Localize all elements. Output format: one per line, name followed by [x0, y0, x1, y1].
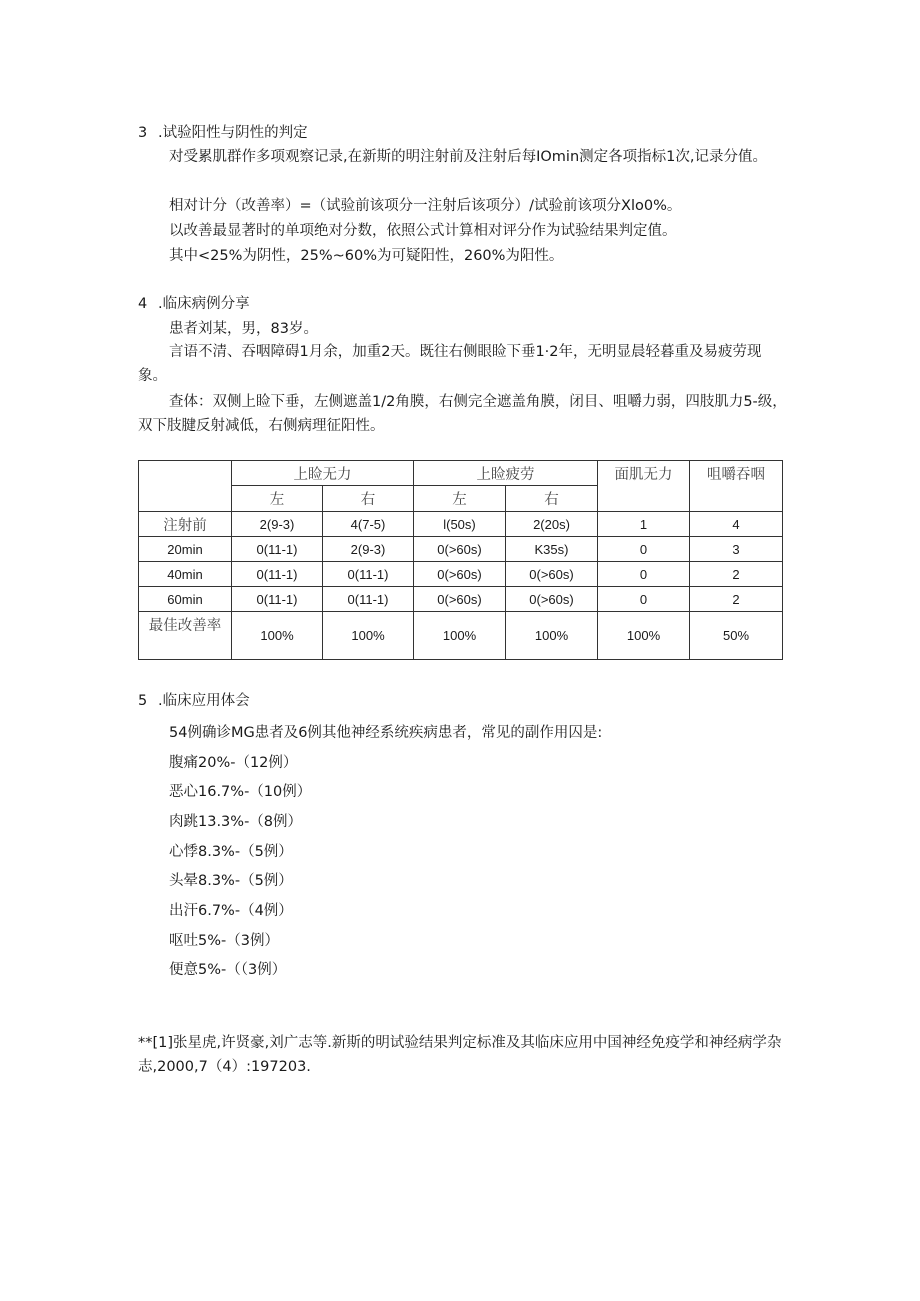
- row-label: 注射前: [139, 512, 232, 537]
- table-cell: 3: [690, 537, 783, 562]
- section-5-heading: [138, 689, 250, 710]
- table-cell: 0: [598, 537, 690, 562]
- header-chewing-swallowing: 咀嚼吞咽: [690, 461, 783, 512]
- table-cell: 0(11-1): [232, 562, 323, 587]
- table-row: [139, 537, 783, 562]
- table-cell: l(50s): [414, 512, 506, 537]
- section-4-paragraph-3: 查体：双侧上睑下垂，左侧遮盖1/2角膜，右侧完全遮盖角膜，闭目、咀嚼力弱，四肢肌力5-级，双下肢腱反射减低，右侧病理征阳性。: [138, 394, 787, 434]
- table-cell: 0(11-1): [232, 537, 323, 562]
- table-cell: 0(11-1): [232, 587, 323, 612]
- table-row: [139, 562, 783, 587]
- section-3-paragraph-4: 其中<25%为阴性，25%~60%为可疑阳性，260%为阳性。: [169, 248, 564, 264]
- table-row: [139, 612, 783, 660]
- section-3-paragraph-1: 对受累肌群作多项观察记录,在新斯的明注射前及注射后每IOmin测定各项指标1次,记录分值。: [169, 149, 767, 165]
- section-5-intro: 54例确诊MG患者及6例其他神经系统疾病患者，常见的副作用囚是:: [169, 725, 603, 741]
- subheader-ptosis-right: 右: [323, 486, 414, 512]
- table-cell: 100%: [232, 612, 323, 660]
- section-4-paragraph-2: 言语不清、吞咽障碍1月余，加重2天。既往右侧眼睑下垂1·2年，无明显晨轻暮重及易疲劳现象。: [138, 344, 762, 384]
- side-effect-item: 便意5%-（（3例）: [169, 962, 287, 978]
- subheader-ptosis-left: 左: [232, 486, 323, 512]
- subheader-fatigue-right: 右: [506, 486, 598, 512]
- section-4-paragraph-1: 患者刘某，男，83岁。: [169, 321, 318, 337]
- table-cell: 0(>60s): [414, 587, 506, 612]
- table-cell: 0(>60s): [506, 587, 598, 612]
- section-3-paragraph-2: 相对计分（改善率）=（试验前该项分一注射后该项分）/试验前该项分Xlo0%。: [169, 198, 682, 214]
- row-label: 20min: [139, 537, 232, 562]
- header-facial-weakness: 面肌无力: [598, 461, 690, 512]
- side-effect-item: 肉跳13.3%-（8例）: [169, 814, 303, 830]
- section-4-number: 4: [138, 296, 148, 312]
- table-cell: 0(11-1): [323, 562, 414, 587]
- table-cell: K35s): [506, 537, 598, 562]
- row-label: 最佳改善率: [139, 612, 232, 660]
- table-cell: 0(>60s): [414, 562, 506, 587]
- table-cell: 0(11-1): [323, 587, 414, 612]
- header-ptosis: 上睑无力: [232, 461, 414, 486]
- side-effect-item: 出汗6.7%-（4例）: [169, 903, 293, 919]
- table-cell: 100%: [414, 612, 506, 660]
- table-cell: 4: [690, 512, 783, 537]
- table-row: [139, 587, 783, 612]
- section-3-title: .试验阳性与阴性的判定: [158, 125, 308, 141]
- table-cell: 0: [598, 587, 690, 612]
- side-effect-item: 心悸8.3%-（5例）: [169, 844, 293, 860]
- table-cell: 1: [598, 512, 690, 537]
- table-cell: 2(9-3): [232, 512, 323, 537]
- section-5-number: 5: [138, 693, 148, 709]
- table-cell: 2: [690, 562, 783, 587]
- table-header-corner: [139, 461, 232, 512]
- table-cell: 0(>60s): [414, 537, 506, 562]
- side-effect-item: 恶心16.7%-（10例）: [169, 784, 312, 800]
- side-effect-item: 腹痛20%-（12例）: [169, 755, 298, 771]
- table-cell: 50%: [690, 612, 783, 660]
- table-cell: 0: [598, 562, 690, 587]
- table-cell: 100%: [323, 612, 414, 660]
- table-cell: 100%: [598, 612, 690, 660]
- header-eyelid-fatigue: 上睑疲劳: [414, 461, 598, 486]
- table-cell: 4(7-5): [323, 512, 414, 537]
- table-row: [139, 512, 783, 537]
- section-5-title: .临床应用体会: [158, 693, 250, 709]
- reference-citation: **[1]张星虎,许贤豪,刘广志等.新斯的明试验结果判定标准及其临床应用中国神经免疫学和神经病学杂志,2000,7（4）:197203.: [138, 1035, 782, 1075]
- section-3-paragraph-3: 以改善最显著时的单项绝对分数，依照公式计算相对评分作为试验结果判定值。: [169, 223, 677, 239]
- subheader-fatigue-left: 左: [414, 486, 506, 512]
- table-cell: 2(20s): [506, 512, 598, 537]
- section-4-title: .临床病例分享: [158, 296, 250, 312]
- table-cell: 2: [690, 587, 783, 612]
- row-label: 60min: [139, 587, 232, 612]
- table-header-row-1: [139, 461, 783, 486]
- case-table: [138, 460, 783, 660]
- side-effect-item: 头晕8.3%-（5例）: [169, 873, 293, 889]
- table-cell: 100%: [506, 612, 598, 660]
- section-4-heading: [138, 292, 250, 313]
- section-3-heading: [138, 121, 308, 142]
- table-cell: 0(>60s): [506, 562, 598, 587]
- table-cell: 2(9-3): [323, 537, 414, 562]
- section-3-number: 3: [138, 125, 148, 141]
- row-label: 40min: [139, 562, 232, 587]
- side-effect-item: 呕吐5%-（3例）: [169, 933, 279, 949]
